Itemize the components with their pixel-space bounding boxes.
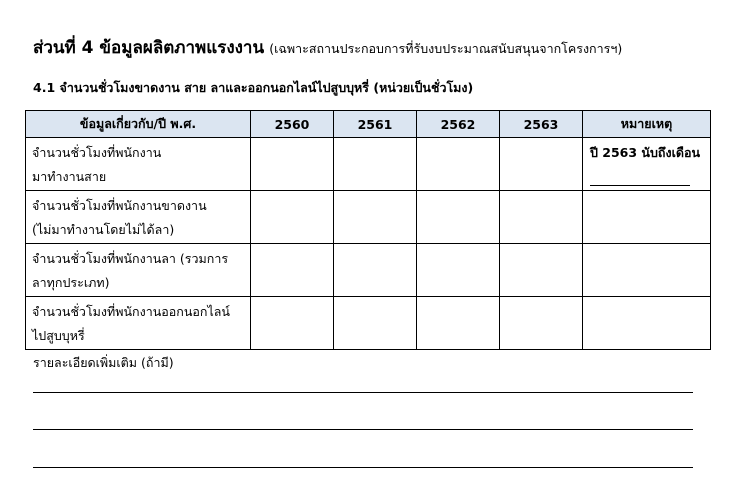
table-row [26,191,711,244]
cell-smoking-2561[interactable] [334,297,417,350]
section-note: (เฉพาะสถานประกอบการที่รับงบประมาณสนับสนุนจากโครงการฯ) [269,41,623,56]
cell-absent-remark[interactable] [583,191,711,244]
row-label-line: จำนวนชั่วโมงที่พนักงาน [32,145,162,160]
details-fill-line-3[interactable] [33,467,693,468]
row-label-line: จำนวนชั่วโมงที่พนักงานขาดงาน [32,198,207,213]
row-label-line: มาทำงานสาย [32,169,107,184]
cell-absent-2560[interactable] [251,191,334,244]
table-header-row [26,111,711,138]
cell-late-remark[interactable] [583,138,711,191]
row-label-line: จำนวนชั่วโมงที่พนักงานออกนอกไลน์ [32,304,230,319]
cell-smoking-2560[interactable] [251,297,334,350]
subsection-title: 4.1 จำนวนชั่วโมงขาดงาน สาย ลาและออกนอกไลน์ไปสูบบุหรี่ (หน่วยเป็นชั่วโมง) [33,80,474,95]
cell-smoking-2562[interactable] [417,297,500,350]
remark-text: ปี 2563 นับถึงเดือน [590,145,701,160]
header-remarks: หมายเหตุ [583,111,711,138]
cell-late-2563[interactable] [500,138,583,191]
header-year-2562: 2562 [417,111,500,138]
cell-late-2562[interactable] [417,138,500,191]
details-fill-line-2[interactable] [33,429,693,430]
remark-fill-line [590,185,690,186]
header-topic: ข้อมูลเกี่ยวกับ/ปี พ.ศ. [26,111,251,138]
additional-details-label: รายละเอียดเพิ่มเติม (ถ้ามี) [33,355,174,370]
cell-absent-2561[interactable] [334,191,417,244]
cell-absent-2562[interactable] [417,191,500,244]
cell-leave-2561[interactable] [334,244,417,297]
cell-leave-2562[interactable] [417,244,500,297]
table-row [26,138,711,191]
cell-late-2561[interactable] [334,138,417,191]
row-label-absent [26,191,251,244]
details-fill-line-1[interactable] [33,392,693,393]
working-hours-table [25,110,711,350]
cell-smoking-2563[interactable] [500,297,583,350]
header-year-2561: 2561 [334,111,417,138]
cell-leave-2563[interactable] [500,244,583,297]
row-label-line: (ไม่มาทำงานโดยไม่ได้ลา) [32,222,175,237]
row-label-line: ไปสูบบุหรี่ [32,328,85,343]
row-label-late [26,138,251,191]
cell-leave-remark[interactable] [583,244,711,297]
cell-late-2560[interactable] [251,138,334,191]
cell-leave-2560[interactable] [251,244,334,297]
row-label-smoking [26,297,251,350]
row-label-leave [26,244,251,297]
section-title [33,34,622,61]
header-year-2563: 2563 [500,111,583,138]
cell-absent-2563[interactable] [500,191,583,244]
row-label-line: จำนวนชั่วโมงที่พนักงานลา (รวมการ [32,251,229,266]
header-year-2560: 2560 [251,111,334,138]
table-row [26,297,711,350]
section-heading: ส่วนที่ 4 ข้อมูลผลิตภาพแรงงาน [33,38,265,58]
cell-smoking-remark[interactable] [583,297,711,350]
table-row [26,244,711,297]
row-label-line: ลาทุกประเภท) [32,275,110,290]
